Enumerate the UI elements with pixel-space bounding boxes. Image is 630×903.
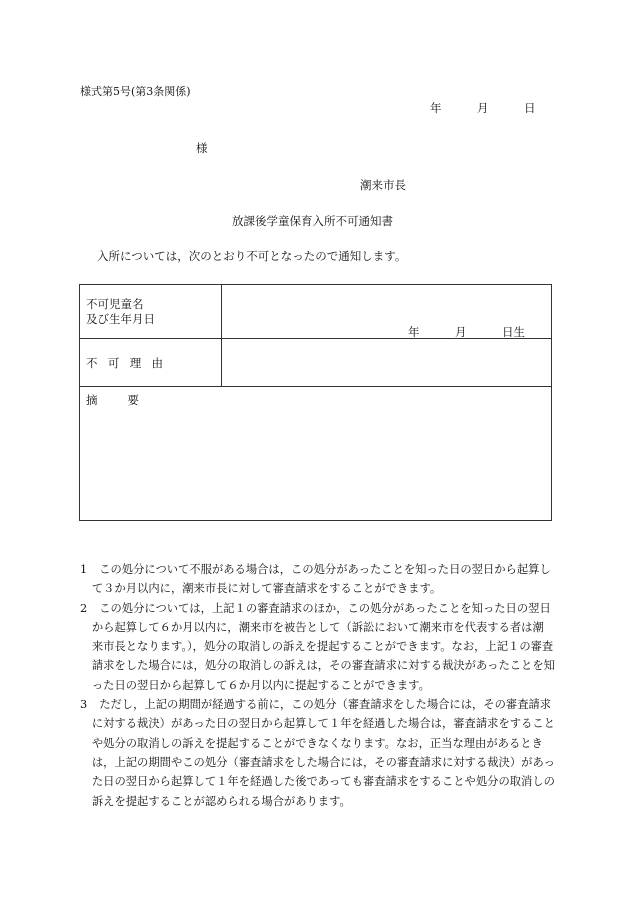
date-day: 日 [524, 101, 536, 115]
summary-cell[interactable] [80, 387, 552, 521]
summary-label: 摘要 [86, 393, 169, 407]
notes-section [80, 560, 555, 811]
child-row [80, 285, 552, 339]
reason-row [80, 339, 552, 387]
child-label-cell [80, 285, 222, 339]
birth-day: 日生 [502, 325, 525, 339]
note-text: ただし，上記の期間が経過する前に，この処分（審査請求をした場合には，その審査請求に対する裁決）があった日の翌日から起算して１年を経過した場合は，審査請求をすることや処分の取消しの訴えを提起することができなくなります。なお，正当な理由があるときは，上記の期間やこの処分（審査請求をした場合には，その審査請求に対する裁決）があった日の翌日から起算して１年を経過した後であっても審査請求をすることや処分の取消しの訴えを提起することが認められる場合があります。 [91, 698, 555, 808]
note-number: 1 [80, 563, 88, 576]
reason-label: 不可理由 [86, 356, 174, 370]
detail-table [79, 284, 552, 521]
birth-date [222, 285, 551, 338]
form-number: 様式第5号(第3条関係) [80, 85, 191, 98]
note-number: 3 [80, 698, 88, 712]
addressee-suffix: 様 [196, 141, 208, 155]
child-value-cell[interactable] [222, 285, 552, 339]
note-text: この処分については，上記１の審査請求のほか，この処分があったことを知った日の翌日から起算して６か月以内に，潮来市を被告として（訴訟において潮来市を代表する者は潮来市長となります。），処分の取消しの訴えを提起することができます。なお，上記１の審査請求をした場合には，処分の取消しの訴えは，その審査請求に対する裁決があったことを知った日の翌日から起算して６か月以内に提起することができます。 [91, 601, 555, 692]
issuer-name: 潮来市長 [360, 178, 406, 192]
child-label-line1: 不可児童名 [86, 297, 144, 311]
child-label-line2: 及び生年月日 [86, 312, 155, 326]
birth-month: 月 [455, 325, 467, 339]
date-month: 月 [477, 101, 489, 115]
child-label [86, 297, 221, 327]
note-number: 2 [80, 601, 88, 615]
note-item [80, 560, 555, 599]
reason-value-cell[interactable] [222, 339, 552, 387]
summary-row [80, 387, 552, 521]
birth-year: 年 [408, 325, 420, 339]
document-title: 放課後学童保育入所不可通知書 [232, 214, 393, 228]
date-year: 年 [430, 101, 442, 115]
intro-text: 入所については，次のとおり不可となったので通知します。 [97, 249, 407, 263]
note-item [80, 599, 555, 695]
note-text: この処分について不服がある場合は，この処分があったことを知った日の翌日から起算して３か月以内に，潮来市長に対して審査請求をすることができます。 [91, 563, 551, 596]
note-item [80, 695, 555, 811]
reason-label-cell [80, 339, 222, 387]
